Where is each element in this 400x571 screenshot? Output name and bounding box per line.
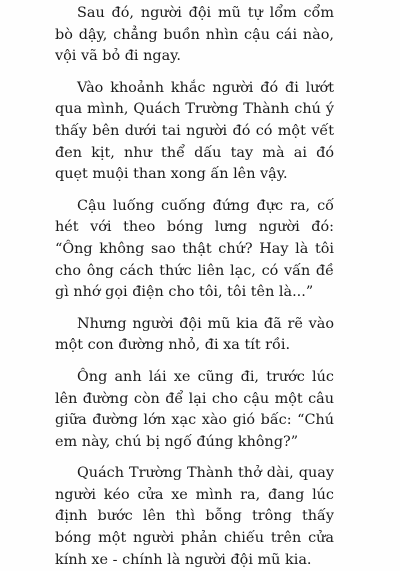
paragraph-2: Vào khoảnh khắc người đó đi lướt qua mình, Quách Trường Thành chú ý thấy bên dưới tai người đó có một vết đen kịt, như thể dấu tay mà ai đó quẹt muội than xong ấn lên vậy. (55, 79, 334, 183)
paragraph-3: Cậu luống cuống đứng đực ra, cố hét với theo bóng lưng người đó: “Ông không sao thật chứ? Hay là tôi cho ông cách thức liên lạc, có vấn đề gì nhớ gọi điện cho tôi, tôi tên là...” (55, 197, 334, 301)
paragraph-1: Sau đó, người đội mũ tự lổm cổm bò dậy, chẳng buồn nhìn cậu cái nào, vội vã bỏ đi ngay. (55, 5, 334, 65)
paragraph-4: Nhưng người đội mũ kia đã rẽ vào một con đường nhỏ, đi xa tít rồi. (55, 315, 334, 354)
paragraph-5: Ông anh lái xe cũng đi, trước lúc lên đường còn để lại cho cậu một câu giữa đường lớn xạc xào gió bấc: “Chú em này, chú bị ngố đúng không?” (55, 368, 334, 450)
paragraph-6: Quách Trường Thành thở dài, quay người kéo cửa xe mình ra, đang lúc định bước lên thì bỗng trông thấy bóng một người phản chiếu trên cửa kính xe - chính là người đội mũ kia. (55, 465, 334, 568)
